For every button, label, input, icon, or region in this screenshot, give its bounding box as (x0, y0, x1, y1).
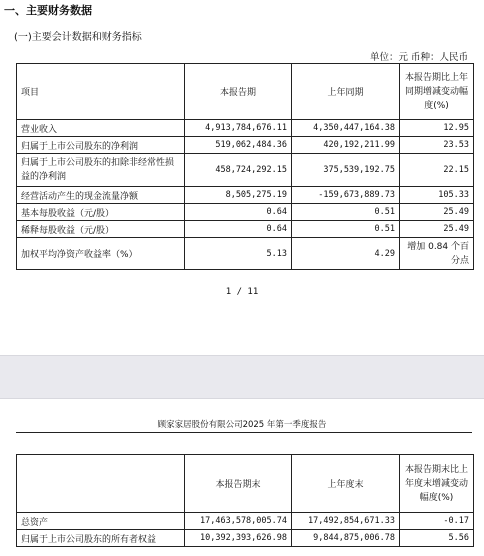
table-row (17, 530, 474, 547)
row-item: 加权平均净资产收益率（%） (17, 238, 185, 270)
row-current: 0.64 (185, 221, 292, 238)
row-item: 总资产 (17, 513, 185, 530)
row-prior: 420,192,211.99 (292, 137, 400, 154)
row-item: 营业收入 (17, 120, 185, 137)
table-row (17, 120, 474, 137)
financial-data-table (16, 63, 474, 270)
running-header: 顾家家居股份有限公司2025 年第一季度报告 (157, 420, 327, 430)
row-item: 归属于上市公司股东的所有者权益 (17, 530, 185, 547)
balance-data-table (16, 454, 474, 547)
header-current-period: 本报告期 (185, 64, 292, 120)
row-item: 归属于上市公司股东的扣除非经常性损益的净利润 (17, 154, 185, 187)
row-current: 458,724,292.15 (185, 154, 292, 187)
row-prior: -159,673,889.73 (292, 187, 400, 204)
table-row (17, 221, 474, 238)
header-prior-year-end: 上年度末 (292, 455, 400, 513)
table-row (17, 238, 474, 270)
row-item: 稀释每股收益（元/股） (17, 221, 185, 238)
row-change: 105.33 (400, 187, 474, 204)
row-change: 23.53 (400, 137, 474, 154)
table-row (17, 137, 474, 154)
table-header-row (17, 455, 474, 513)
row-prior: 17,492,854,671.33 (292, 513, 400, 530)
row-prior: 4,350,447,164.38 (292, 120, 400, 137)
row-change: 22.15 (400, 154, 474, 187)
row-prior: 0.51 (292, 204, 400, 221)
row-current: 519,062,484.36 (185, 137, 292, 154)
row-item: 归属于上市公司股东的净利润 (17, 137, 185, 154)
row-prior: 375,539,192.75 (292, 154, 400, 187)
row-item: 基本每股收益（元/股） (17, 204, 185, 221)
page-number: 1 / 11 (225, 287, 259, 297)
table-row (17, 513, 474, 530)
row-current: 10,392,393,626.98 (185, 530, 292, 547)
table-header-row (17, 64, 474, 120)
row-change: 增加 0.84 个百分点 (400, 238, 474, 270)
row-current: 5.13 (185, 238, 292, 270)
row-change: 12.95 (400, 120, 474, 137)
row-change: -0.17 (400, 513, 474, 530)
header-item (17, 455, 185, 513)
row-current: 0.64 (185, 204, 292, 221)
row-prior: 9,844,875,006.78 (292, 530, 400, 547)
row-change: 5.56 (400, 530, 474, 547)
header-current-period-end: 本报告期末 (185, 455, 292, 513)
header-divider (16, 432, 472, 433)
table-row (17, 154, 474, 187)
section-title: 一、主要财务数据 (4, 4, 92, 17)
row-prior: 4.29 (292, 238, 400, 270)
page-gap (0, 355, 484, 399)
row-item: 经营活动产生的现金流量净额 (17, 187, 185, 204)
row-change: 25.49 (400, 221, 474, 238)
table-row (17, 204, 474, 221)
header-change-percent: 本报告期末比上年度末增减变动幅度(%) (400, 455, 474, 513)
header-item: 项目 (17, 64, 185, 120)
row-current: 4,913,784,676.11 (185, 120, 292, 137)
header-prior-period: 上年同期 (292, 64, 400, 120)
row-current: 17,463,578,005.74 (185, 513, 292, 530)
row-change: 25.49 (400, 204, 474, 221)
header-change-percent: 本报告期比上年同期增减变动幅度(%) (400, 64, 474, 120)
table-row (17, 187, 474, 204)
subsection-title: (一)主要会计数据和财务指标 (14, 32, 142, 43)
unit-currency-line: 单位：元 币种：人民币 (369, 52, 468, 63)
row-current: 8,505,275.19 (185, 187, 292, 204)
row-prior: 0.51 (292, 221, 400, 238)
